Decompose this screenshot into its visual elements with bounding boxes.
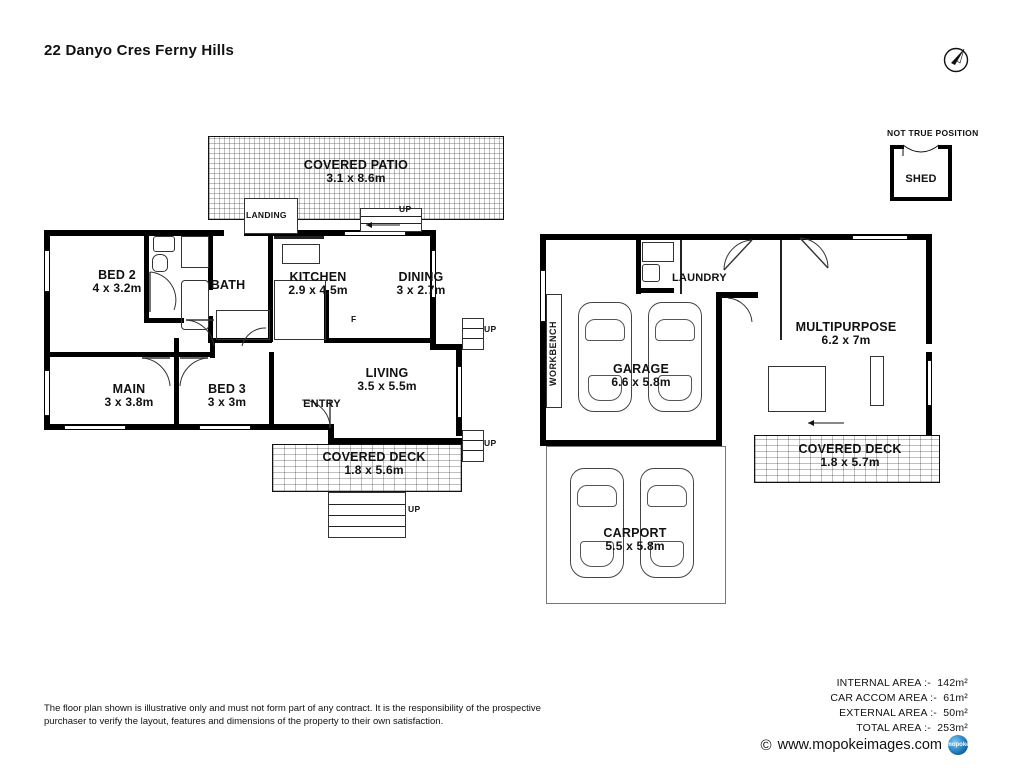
wall-dining-living bbox=[324, 338, 436, 343]
workbench-label: WORKBENCH bbox=[548, 321, 558, 387]
window-main bbox=[45, 370, 49, 416]
stairs-right-upper bbox=[462, 318, 484, 350]
shed-label: SHED bbox=[905, 173, 937, 185]
up-marker-deck: UP bbox=[484, 438, 497, 448]
door-hall bbox=[184, 318, 218, 350]
washer-icon bbox=[642, 264, 660, 282]
sec-room-label-covered-deck: COVERED DECK 1.8 x 5.7m bbox=[798, 442, 902, 470]
window-dining-top bbox=[344, 232, 406, 235]
window-living-right bbox=[458, 366, 461, 418]
main-house-floorplan bbox=[44, 130, 504, 550]
room-label-bed3: BED 3 3 x 3m bbox=[207, 382, 247, 410]
mp-storage bbox=[870, 356, 884, 406]
stairs-right-lower bbox=[462, 430, 484, 462]
wall-bed3-entry bbox=[269, 352, 274, 426]
shed-note: NOT TRUE POSITION bbox=[887, 128, 979, 138]
area-row-car-accom: CAR ACCOM AREA :- 61m² bbox=[830, 691, 968, 704]
direction-arrow-icon bbox=[802, 418, 846, 428]
sec-wall-laundry-stub bbox=[636, 288, 674, 293]
shower-icon bbox=[181, 236, 209, 268]
page-title: 22 Danyo Cres Ferny Hills bbox=[44, 42, 235, 59]
room-label-kitchen: KITCHEN 2.9 x 4.5m bbox=[288, 270, 348, 298]
copyright-symbol: © bbox=[760, 736, 772, 754]
room-label-covered-patio: COVERED PATIO 3.1 x 8.6m bbox=[303, 158, 409, 186]
sec-room-label-multipurpose: MULTIPURPOSE 6.2 x 7m bbox=[795, 320, 897, 348]
room-label-bed2: BED 2 4 x 3.2m bbox=[92, 268, 142, 296]
window-bed3-bottom bbox=[199, 426, 251, 429]
area-row-total: TOTAL AREA :- 253m² bbox=[856, 721, 968, 734]
window-main-bottom bbox=[64, 426, 126, 429]
door-kitchen bbox=[240, 326, 270, 348]
website-url[interactable]: www.mopokeimages.com bbox=[777, 737, 942, 753]
room-label-main: MAIN 3 x 3.8m bbox=[104, 382, 154, 410]
mopoke-logo-icon: mopoke bbox=[948, 735, 968, 755]
sec-window-right bbox=[928, 360, 931, 406]
room-label-dining: DINING 3 x 2.7m bbox=[396, 270, 446, 298]
laundry-tub-icon bbox=[642, 242, 674, 262]
room-label-covered-deck: COVERED DECK 1.8 x 5.6m bbox=[322, 450, 426, 478]
fridge-label: F bbox=[351, 314, 357, 324]
sec-door-garage-inner bbox=[726, 296, 756, 324]
landing-label: LANDING bbox=[246, 210, 287, 220]
area-row-external: EXTERNAL AREA :- 50m² bbox=[839, 706, 968, 719]
sec-room-label-garage: GARAGE 6.6 x 5.8m bbox=[611, 362, 671, 390]
sec-wall-garage-right bbox=[716, 292, 722, 446]
window-bed2 bbox=[45, 250, 49, 292]
sec-window-top bbox=[852, 236, 908, 239]
sec-wall-right-upper bbox=[926, 234, 932, 344]
up-marker-patio: UP bbox=[399, 204, 412, 214]
area-summary bbox=[830, 676, 968, 736]
stairs-deck bbox=[328, 492, 406, 538]
room-label-entry: ENTRY bbox=[303, 398, 341, 410]
door-bath bbox=[148, 270, 178, 320]
kitchen-bench-top bbox=[274, 236, 324, 239]
area-row-internal: INTERNAL AREA :- 142m² bbox=[836, 677, 968, 689]
disclaimer-text: The floor plan shown is illustrative only and must not form part of any contract. It is the responsibility of the prospective purchaser to verify the layout, features and dimensions of the property to their own satisfaction. bbox=[44, 703, 541, 727]
car-icon-carport-right bbox=[640, 468, 694, 578]
sec-door-multipurpose bbox=[796, 236, 830, 270]
sec-room-label-carport: CARPORT 5.5 x 5.8m bbox=[603, 526, 667, 554]
car-icon-garage-right bbox=[648, 302, 702, 412]
laundry-divider bbox=[680, 240, 682, 294]
basin-icon bbox=[153, 236, 175, 252]
room-label-living: LIVING 3.5 x 5.5m bbox=[357, 366, 417, 394]
sec-wall-laundry-left bbox=[636, 240, 641, 294]
secondary-building-floorplan bbox=[540, 230, 980, 630]
car-icon-carport-left bbox=[570, 468, 624, 578]
room-label-bath: BATH bbox=[210, 278, 246, 292]
sec-door-laundry bbox=[722, 238, 756, 272]
sec-window-left bbox=[541, 270, 545, 322]
up-marker-right: UP bbox=[484, 324, 497, 334]
car-icon-garage-left bbox=[578, 302, 632, 412]
brand-footer bbox=[761, 735, 968, 755]
up-marker-stairs: UP bbox=[408, 504, 421, 514]
mp-cupboard bbox=[768, 366, 826, 412]
sec-room-label-laundry: LAUNDRY bbox=[672, 272, 727, 284]
north-arrow-icon bbox=[938, 40, 974, 76]
kitchen-sink-icon bbox=[282, 244, 320, 264]
